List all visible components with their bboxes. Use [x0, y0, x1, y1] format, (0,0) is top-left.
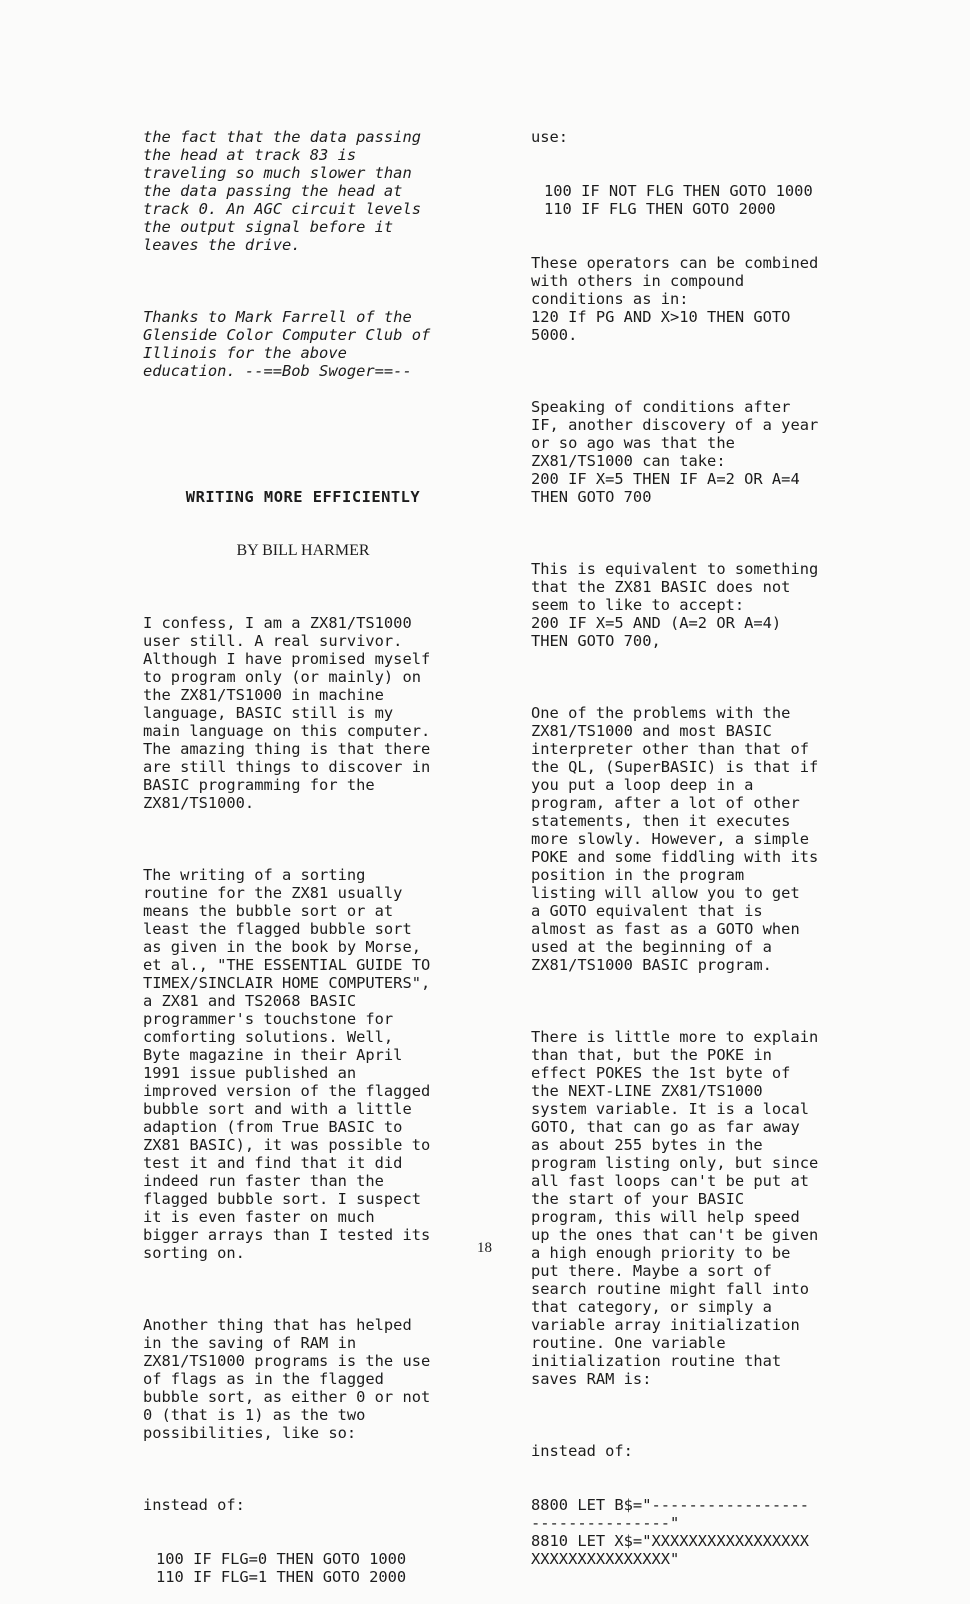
thanks-paragraph: Thanks to Mark Farrell of the Glenside Color Computer Club of Illinois for the above education. --==Bob Swoger==-- [143, 308, 431, 380]
paragraph-7: One of the problems with the ZX81/TS1000 and most BASIC interpreter other than that of the QL, (SuperBASIC) is that if you put a loop deep in a program, after a lot of other statements, then it executes more slowly. However, a simple POKE and some fiddling with its position in the program listing will allow you to get a GOTO equivalent that is almost as fast as a GOTO when used at the beginning of a ZX81/TS1000 BASIC program. [531, 704, 819, 974]
use-label: use: [531, 128, 569, 146]
left-column [143, 92, 463, 1604]
paragraph-8: There is little more to explain than that, but the POKE in effect POKES the 1st byte of the NEXT-LINE ZX81/TS1000 system variable. It is a local GOTO, that can go as far away as about 255 bytes in the program listing only, but since all fast loops can't be put at the start of your BASIC program, this will help speed up the ones that can't be given a high enough priority to be put there. Maybe a sort of search routine might fall into that category, or simply a variable array initialization routine. One variable initialization routine that saves RAM is: [531, 1028, 819, 1388]
article-byline: BY BILL HARMER [236, 542, 370, 559]
paragraph-6: This is equivalent to something that the ZX81 BASIC does not seem to like to accept: 200 IF X=5 AND (A=2 OR A=4) THEN GOTO 700, [531, 560, 819, 650]
code-block-3: 8800 LET B$="----------------- ---------------" 8810 LET X$="XXXXXXXXXXXXXXXXX XXXXXXXXXXXXXXX" [531, 1496, 809, 1568]
intro-paragraph: the fact that the data passing the head at track 83 is traveling so much slower than the data passing the head at track 0. An AGC circuit levels the output signal before it leaves the drive. [143, 128, 421, 254]
paragraph-1: I confess, I am a ZX81/TS1000 user still. A real survivor. Although I have promised myself to program only (or mainly) on the ZX81/TS1000 in machine language, BASIC still is my main language on this computer. The amazing thing is that there are still things to discover in BASIC programming for the ZX81/TS1000. [143, 614, 431, 812]
instead-of-label-right: instead of: [531, 1442, 633, 1460]
page-number: 18 [477, 1240, 492, 1256]
article-title: WRITING MORE EFFICIENTLY [185, 488, 421, 506]
right-column [531, 92, 851, 1586]
paragraph-2: The writing of a sorting routine for the ZX81 usually means the bubble sort or at least the flagged bubble sort as given in the book by Morse, et al., "THE ESSENTIAL GUIDE TO TIMEX/SINCLAIR HOME COMPUTERS", a ZX81 and TS2068 BASIC programmer's touchstone for comforting solutions. Well, Byte magazine in their April 1991 issue published an improved version of the flagged bubble sort and with a little adaption (from True BASIC to ZX81 BASIC), it was possible to test it and find that it did indeed run faster than the flagged bubble sort. I suspect it is even faster on much bigger arrays than I tested its sorting on. [143, 866, 431, 1262]
code-block-2: 100 IF NOT FLG THEN GOTO 1000 110 IF FLG THEN GOTO 2000 [544, 182, 813, 218]
code-block-1: 100 IF FLG=0 THEN GOTO 1000 110 IF FLG=1 THEN GOTO 2000 [156, 1550, 407, 1586]
paragraph-5: Speaking of conditions after IF, another discovery of a year or so ago was that the ZX81/TS1000 can take: 200 IF X=5 THEN IF A=2 OR A=4 THEN GOTO 700 [531, 398, 819, 506]
paragraph-4: These operators can be combined with others in compound conditions as in: 120 If PG AND X>10 THEN GOTO 5000. [531, 254, 819, 344]
instead-of-label: instead of: [143, 1496, 245, 1514]
paragraph-3: Another thing that has helped in the saving of RAM in ZX81/TS1000 programs is the use of flags as in the flagged bubble sort, as either 0 or not 0 (that is 1) as the two possibilities, like so: [143, 1316, 431, 1442]
